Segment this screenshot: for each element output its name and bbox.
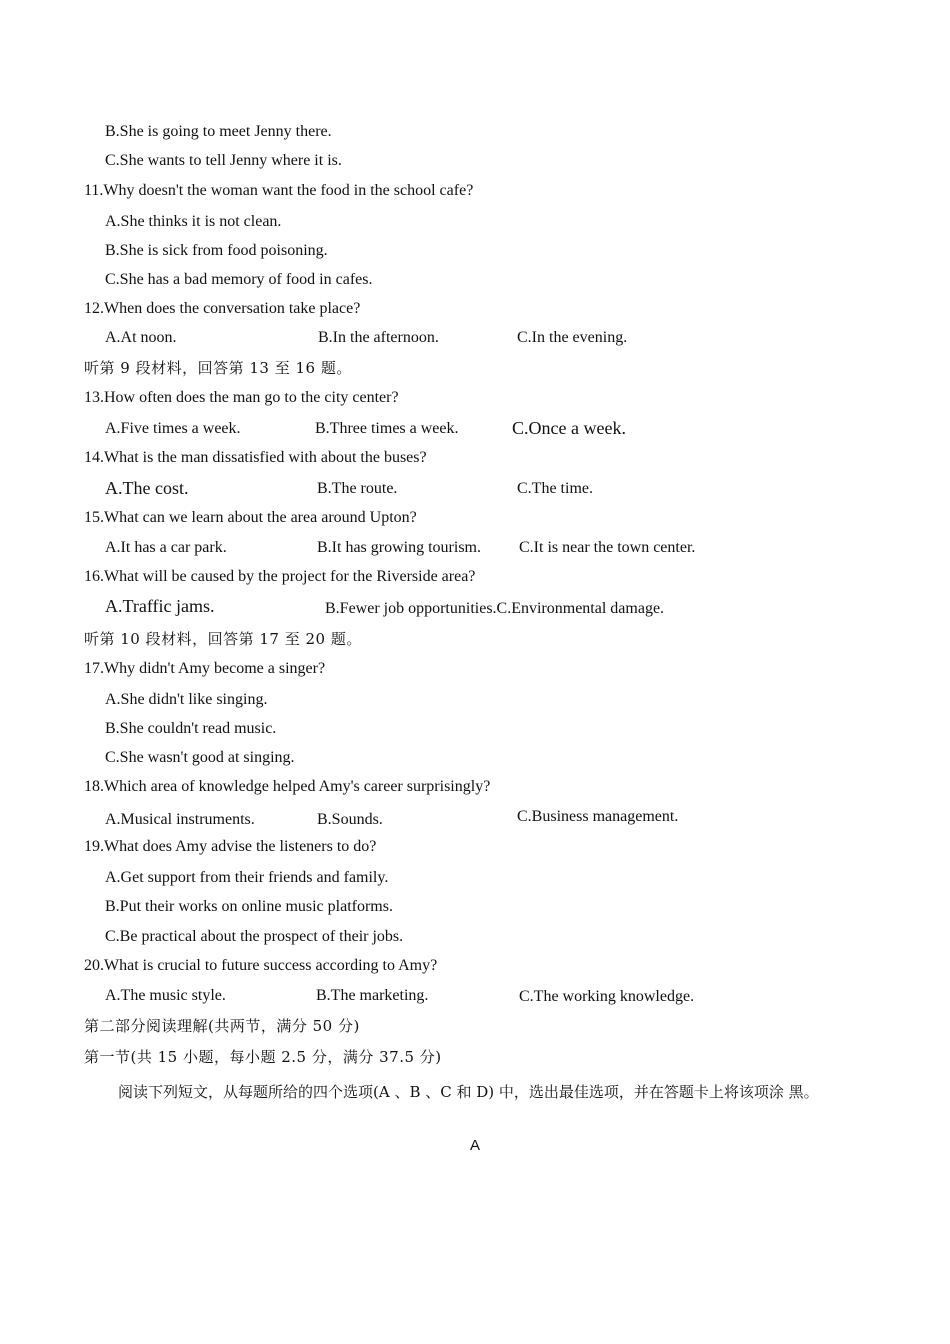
part-2-heading: 第二部分阅读理解(共两节，满分 50 分) (84, 1017, 360, 1035)
q14-option-a: A.The cost. (105, 478, 189, 498)
q20-option-a: A.The music style. (105, 987, 226, 1004)
q13-option-c: C.Once a week. (512, 418, 626, 438)
q15-option-b: B.It has growing tourism. (317, 539, 481, 556)
q17-option-c: C.She wasn't good at singing. (105, 749, 295, 766)
q11-option-a: A.She thinks it is not clean. (105, 213, 282, 230)
q17-option-b: B.She couldn't read music. (105, 720, 277, 737)
q15-option-a: A.It has a car park. (105, 539, 227, 556)
question-20: 20.What is crucial to future success according to Amy? (84, 957, 438, 974)
q19-option-a: A.Get support from their friends and family. (105, 869, 389, 886)
q12-option-b: B.In the afternoon. (318, 329, 439, 346)
q18-option-a: A.Musical instruments. (105, 811, 255, 828)
reading-instructions: 阅读下列短文，从每题所给的四个选项(A 、B 、C 和 D) 中，选出最佳选项，并在答题卡上将该项涂 黑。 (118, 1083, 819, 1101)
q13-option-a: A.Five times a week. (105, 420, 241, 437)
passage-label: A (469, 1137, 480, 1154)
q13-option-b: B.Three times a week. (315, 420, 459, 437)
section-9-heading: 听第 9 段材料，回答第 13 至 16 题。 (84, 359, 352, 377)
q12-option-a: A.At noon. (105, 329, 177, 346)
q18-option-b: B.Sounds. (317, 811, 383, 828)
q16-option-a: A.Traffic jams. (105, 596, 215, 616)
question-17: 17.Why didn't Amy become a singer? (84, 660, 326, 677)
q18-option-c: C.Business management. (517, 808, 679, 825)
q20-option-c: C.The working knowledge. (519, 988, 695, 1005)
q14-option-b: B.The route. (317, 480, 398, 497)
question-14: 14.What is the man dissatisfied with about the buses? (84, 449, 427, 466)
question-18: 18.Which area of knowledge helped Amy's career surprisingly? (84, 778, 491, 795)
question-11: 11.Why doesn't the woman want the food in the school cafe? (84, 182, 474, 199)
q16-options-b-c: B.Fewer job opportunities.C.Environmental damage. (325, 600, 665, 617)
question-13: 13.How often does the man go to the city center? (84, 389, 399, 406)
q10-option-c: C.She wants to tell Jenny where it is. (105, 152, 342, 169)
section-10-heading: 听第 10 段材料，回答第 17 至 20 题。 (84, 630, 362, 648)
q20-option-b: B.The marketing. (316, 987, 429, 1004)
question-16: 16.What will be caused by the project for the Riverside area? (84, 568, 476, 585)
q12-option-c: C.In the evening. (517, 329, 628, 346)
q19-option-c: C.Be practical about the prospect of their jobs. (105, 928, 404, 945)
question-19: 19.What does Amy advise the listeners to do? (84, 838, 377, 855)
q11-option-b: B.She is sick from food poisoning. (105, 242, 328, 259)
question-15: 15.What can we learn about the area around Upton? (84, 509, 417, 526)
question-12: 12.When does the conversation take place? (84, 300, 361, 317)
section-1-heading: 第一节(共 15 小题，每小题 2.5 分，满分 37.5 分) (84, 1048, 442, 1066)
q10-option-b: B.She is going to meet Jenny there. (105, 123, 332, 140)
q15-option-c: C.It is near the town center. (519, 539, 696, 556)
q19-option-b: B.Put their works on online music platforms. (105, 898, 393, 915)
q11-option-c: C.She has a bad memory of food in cafes. (105, 271, 373, 288)
q14-option-c: C.The time. (517, 480, 593, 497)
q17-option-a: A.She didn't like singing. (105, 691, 268, 708)
